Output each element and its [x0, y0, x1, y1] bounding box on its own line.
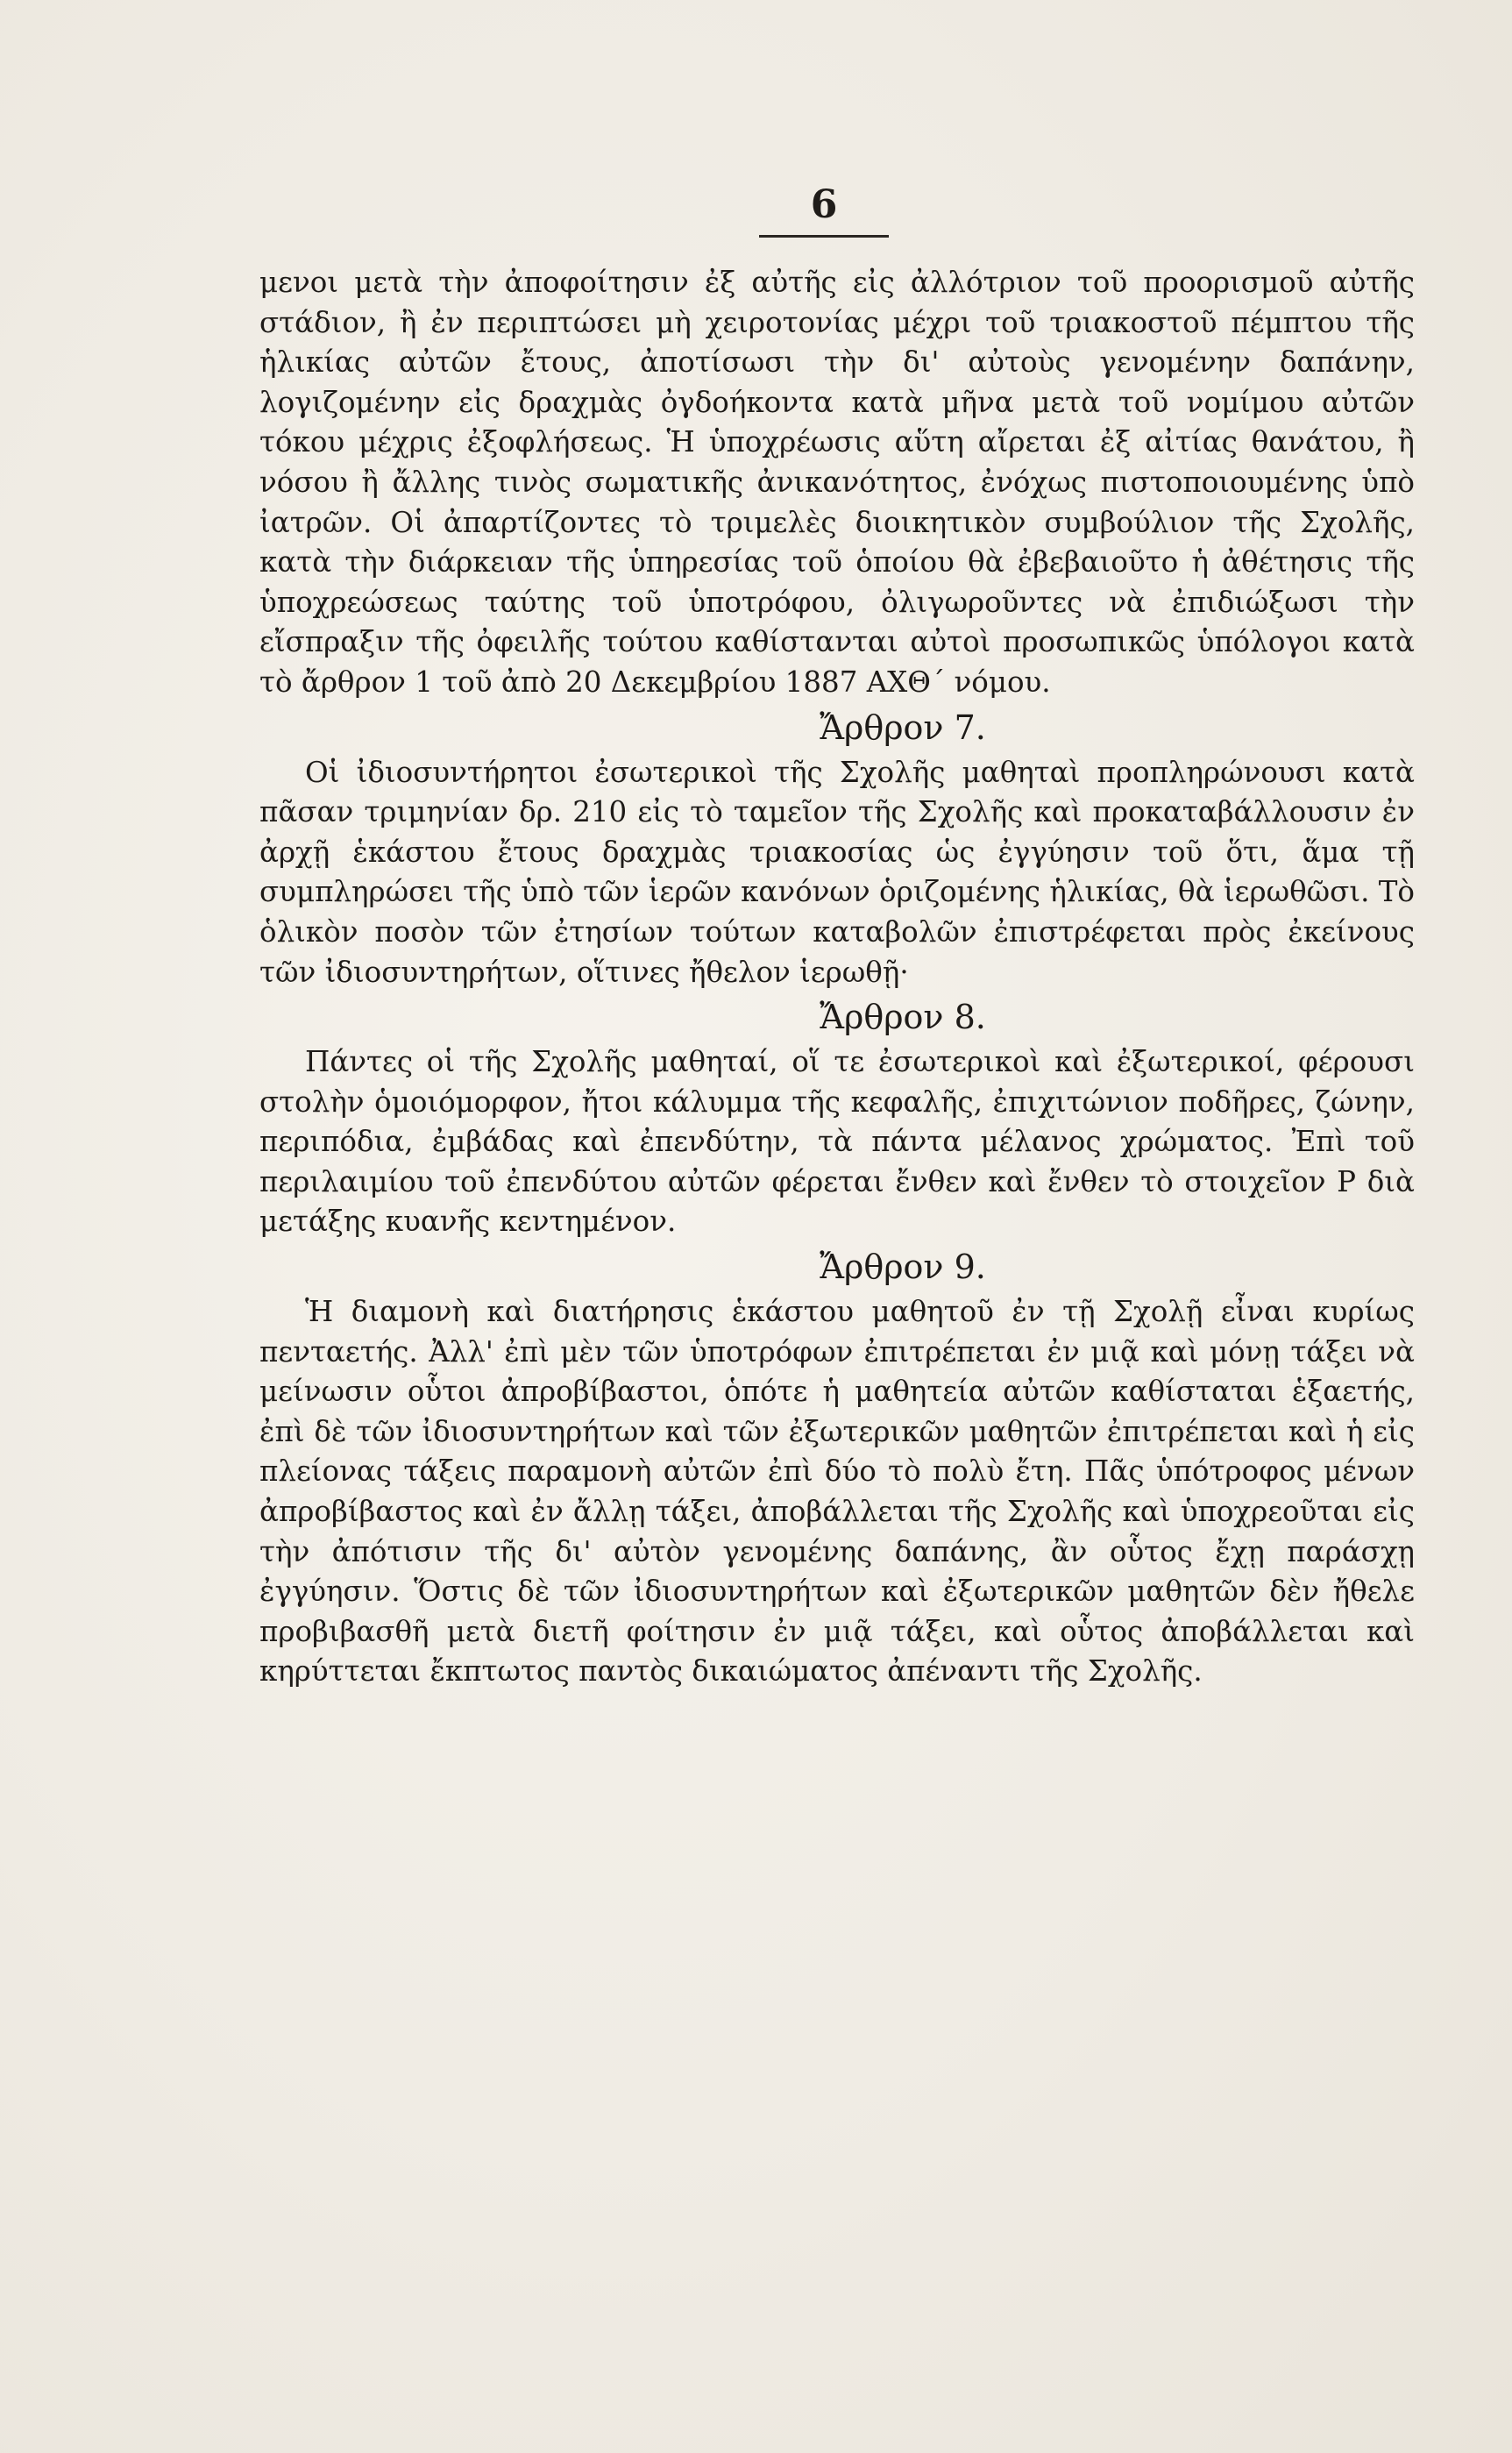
body-text	[259, 263, 1415, 1692]
paragraph-article-7: Οἱ ἰδιοσυντήρητοι ἐσωτερικοὶ τῆς Σχολῆς μαθηταὶ προπληρώνουσι κατὰ πᾶσαν τριμηνίαν δρ. 210 εἰς τὸ ταμεῖον τῆς Σχολῆς καὶ προκαταβάλλουσιν ἐν ἀρχῇ ἑκάστου ἔτους δραχμὰς τριακοσίας ὡς ἐγγύησιν τοῦ ὅτι, ἅμα τῇ συμπληρώσει τῆς ὑπὸ τῶν ἱερῶν κανόνων ὁριζομένης ἡλικίας, θὰ ἱερωθῶσι. Τὸ ὁλικὸν ποσὸν τῶν ἐτησίων τούτων καταβολῶν ἐπιστρέφεται πρὸς ἐκείνους τῶν ἰδιοσυντηρήτων, οἵτινες ἤθελον ἱερωθῇ·	[259, 755, 1415, 989]
paragraph-article-8: Πάντες οἱ τῆς Σχολῆς μαθηταί, οἵ τε ἐσωτερικοὶ καὶ ἐξωτερικοί, φέρουσι στολὴν ὁμοιόμορφον, ἤτοι κάλυμμα τῆς κεφαλῆς, ἐπιχιτώνιον ποδῆρες, ζώνην, περιπόδια, ἐμβάδας καὶ ἐπενδύτην, τὰ πάντα μέλανος χρώματος. Ἐπὶ τοῦ περιλαιμίου τοῦ ἐπενδύτου αὐτῶν φέρεται ἔνθεν καὶ ἔνθεν τὸ στοιχεῖον Ρ διὰ μετάξης κυανῆς κεντημένον.	[259, 1045, 1415, 1239]
page-number: 6	[810, 182, 838, 227]
paragraph-article-6-continued: μενοι μετὰ τὴν ἀποφοίτησιν ἐξ αὐτῆς εἰς ἀλλότριον τοῦ προορισμοῦ αὐτῆς στάδιον, ἢ ἐν περιπτώσει μὴ χειροτονίας μέχρι τοῦ τριακοστοῦ πέμπτου τῆς ἡλικίας αὐτῶν ἔτους, ἀποτίσωσι τὴν δι' αὐτοὺς γενομένην δαπάνην, λογιζομένην εἰς δραχμὰς ὀγδοήκοντα κατὰ μῆνα μετὰ τοῦ νομίμου αὐτῶν τόκου μέχρις ἐξοφλήσεως. Ἡ ὑποχρέωσις αὕτη αἴρεται ἐξ αἰτίας θανάτου, ἢ νόσου ἢ ἄλλης τινὸς σωματικῆς ἀνικανότητος, ἐνόχως πιστοποιουμένης ὑπὸ ἰατρῶν. Οἱ ἀπαρτίζοντες τὸ τριμελὲς διοικητικὸν συμβούλιον τῆς Σχολῆς, κατὰ τὴν διάρκειαν τῆς ὑπηρεσίας τοῦ ὁποίου θὰ ἐβεβαιοῦτο ἡ ἀθέτησις τῆς ὑποχρεώσεως ταύτης τοῦ ὑποτρόφου, ὀλιγωροῦντες νὰ ἐπιδιώξωσι τὴν εἴσπραξιν τῆς ὀφειλῆς τούτου καθίστανται αὐτοὶ προσωπικῶς ὑπόλογοι κατὰ τὸ ἄρθρον 1 τοῦ ἀπὸ 20 Δεκεμβρίου 1887 ΑΧΘ΄ νόμου.	[259, 266, 1415, 699]
heading-article-9: Ἄρθρον 9.	[820, 1248, 986, 1287]
header-rule	[759, 235, 889, 238]
paragraph-article-9: Ἡ διαμονὴ καὶ διατήρησις ἑκάστου μαθητοῦ ἐν τῇ Σχολῇ εἶναι κυρίως πενταετής. Ἀλλ' ἐπὶ μὲν τῶν ὑποτρόφων ἐπιτρέπεται ἐν μιᾷ καὶ μόνῃ τάξει νὰ μείνωσιν οὗτοι ἀπροβίβαστοι, ὁπότε ἡ μαθητεία αὐτῶν καθίσταται ἑξαετής, ἐπὶ δὲ τῶν ἰδιοσυντηρήτων καὶ τῶν ἐξωτερικῶν μαθητῶν ἐπιτρέπεται καὶ ἡ εἰς πλείονας τάξεις παραμονὴ αὐτῶν ἐπὶ δύο τὸ πολὺ ἔτη. Πᾶς ὑπότροφος μένων ἀπροβίβαστος καὶ ἐν ἄλλῃ τάξει, ἀποβάλλεται τῆς Σχολῆς καὶ ὑποχρεοῦται εἰς τὴν ἀπότισιν τῆς δι' αὐτὸν γενομένης δαπάνης, ἂν οὗτος ἔχῃ παράσχῃ ἐγγύησιν. Ὅστις δὲ τῶν ἰδιοσυντηρήτων καὶ ἐξωτερικῶν μαθητῶν δὲν ἤθελε προβιβασθῆ μετὰ διετῆ φοίτησιν ἐν μιᾷ τάξει, καὶ οὗτος ἀποβάλλεται καὶ κηρύττεται ἔκπτωτος παντὸς δικαιώματος ἀπέναντι τῆς Σχολῆς.	[259, 1295, 1415, 1689]
heading-article-7: Ἄρθρον 7.	[820, 707, 986, 747]
heading-article-8: Ἄρθρον 8.	[820, 998, 986, 1037]
